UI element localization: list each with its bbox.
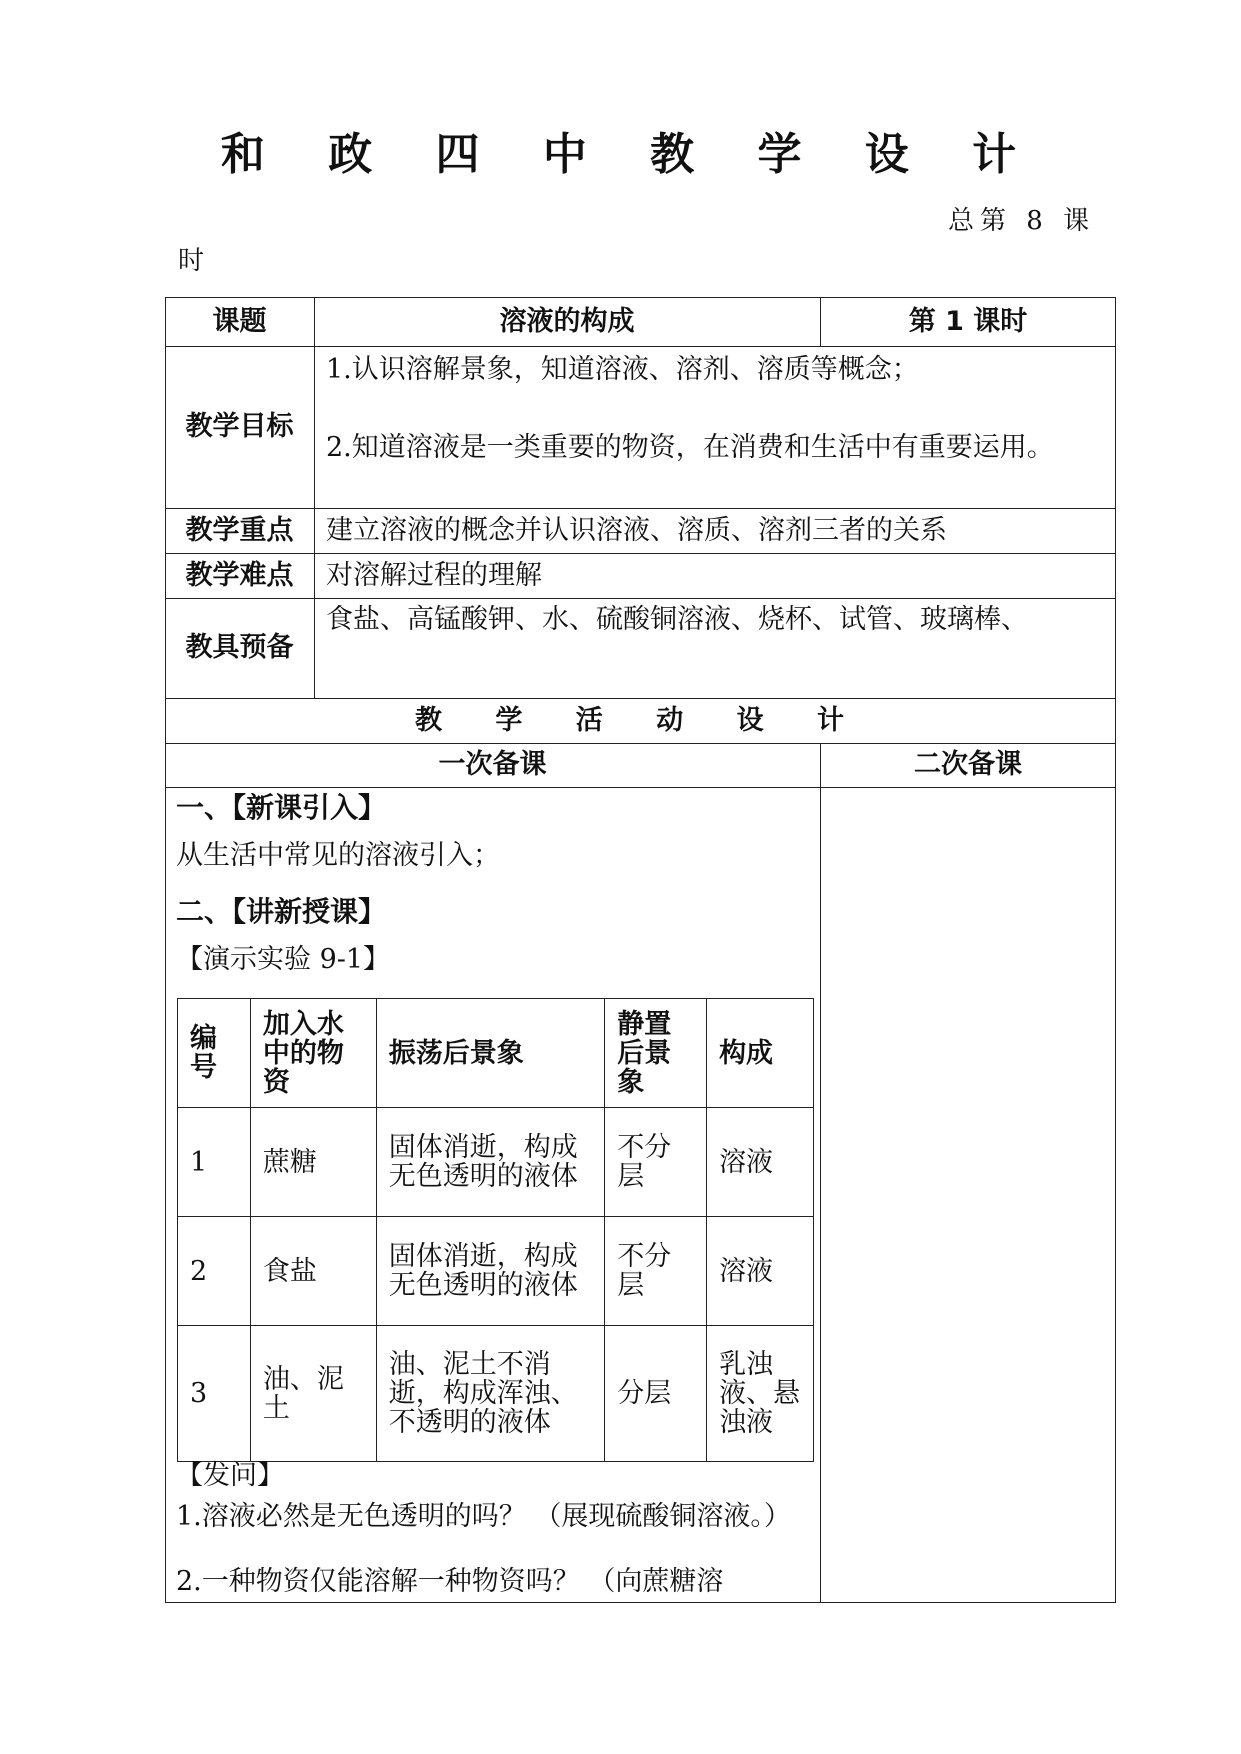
- goal-1: 1.认识溶解景象，知道溶液、溶剂、溶质等概念；: [326, 354, 919, 385]
- table-row: [178, 1326, 814, 1462]
- cell-substance: 油、泥土: [250, 1326, 376, 1462]
- cell-number: 1: [178, 1108, 251, 1217]
- cell-composition: 乳浊液、悬浊液: [707, 1326, 814, 1462]
- materials-value: 食盐、高锰酸钾、水、硫酸铜溶液、烧杯、试管、玻璃棒、: [326, 604, 1028, 635]
- cell-composition: 溶液: [707, 1217, 814, 1326]
- difficulty-value: 对溶解过程的理解: [326, 560, 542, 591]
- header-composition: 构成: [707, 999, 814, 1108]
- section-intro-heading: 一、【新课引入】: [176, 791, 387, 824]
- key-point-value: 建立溶液的概念并认识溶液、溶质、溶剂三者的关系: [326, 515, 947, 546]
- key-point-label: 教学重点: [185, 514, 294, 546]
- cell-substance: 食盐: [250, 1217, 376, 1326]
- lesson-count: 总第 8 课: [948, 206, 1096, 236]
- cell-after-standing: 不分层: [605, 1108, 707, 1217]
- col-divider: [820, 743, 821, 1603]
- question-2: 2.一种物资仅能溶解一种物资吗？ （向蔗糖溶: [176, 1566, 724, 1597]
- question-label: 【发问】: [176, 1460, 284, 1491]
- experiment-table: [177, 998, 814, 1462]
- cell-after-shaking: 油、泥土不消逝，构成浑浊、不透明的液体: [376, 1326, 604, 1462]
- topic-label: 课题: [212, 305, 267, 337]
- lesson-count-tail: 时: [178, 246, 205, 276]
- goal-2: 2.知道溶液是一类重要的物资，在消费和生活中有重要运用。: [326, 432, 1054, 463]
- cell-after-standing: 分层: [605, 1326, 707, 1462]
- table-row: [178, 1108, 814, 1217]
- header-number: 编号: [178, 999, 251, 1108]
- first-prep-header: 一次备课: [438, 749, 547, 780]
- header-after-standing: 静置后景象: [605, 999, 707, 1108]
- col-divider: [314, 297, 315, 698]
- cell-after-shaking: 固体消逝，构成无色透明的液体: [376, 1217, 604, 1326]
- activity-header: 教 学 活 动 设 计: [415, 704, 866, 736]
- intro-text: 从生活中常见的溶液引入；: [176, 840, 500, 871]
- cell-composition: 溶液: [707, 1108, 814, 1217]
- cell-after-shaking: 固体消逝，构成无色透明的液体: [376, 1108, 604, 1217]
- difficulty-label: 教学难点: [185, 559, 294, 591]
- section-lecture-heading: 二、【讲新授课】: [176, 895, 387, 928]
- question-1: 1.溶液必然是无色透明的吗？ （展现硫酸铜溶液。）: [176, 1501, 791, 1532]
- cell-after-standing: 不分层: [605, 1217, 707, 1326]
- cell-number: 3: [178, 1326, 251, 1462]
- goals-label: 教学目标: [185, 411, 294, 442]
- materials-label: 教具预备: [185, 632, 294, 663]
- cell-number: 2: [178, 1217, 251, 1326]
- period-label: 第 1 课时: [908, 305, 1028, 337]
- header-substance: 加入水中的物资: [250, 999, 376, 1108]
- cell-substance: 蔗糖: [250, 1108, 376, 1217]
- header-after-shaking: 振荡后景象: [376, 999, 604, 1108]
- document-title: 和 政 四 中 教 学 设 计: [220, 129, 1041, 180]
- second-prep-header: 二次备课: [914, 749, 1022, 780]
- table-row: [178, 1217, 814, 1326]
- topic-value: 溶液的构成: [499, 305, 635, 337]
- demo-experiment-label: 【演示实验 9-1】: [176, 944, 391, 975]
